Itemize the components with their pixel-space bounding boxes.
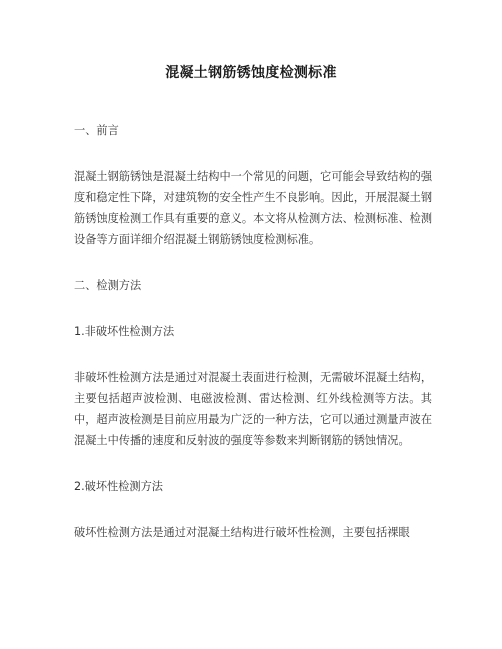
section-heading-preface: 一、前言 — [74, 124, 119, 137]
paragraph-preface: 混凝土钢筋锈蚀是混凝土结构中一个常见的问题，它可能会导致结构的强度和稳定性下降，对建筑物的安全性产生不良影响。因此，开展混凝土钢筋锈蚀度检测工作具有重要的意义。本文将从检测方法、检测标准、检测设备等方面详细介绍混凝土钢筋锈蚀度检测标准。 — [74, 170, 433, 246]
document-title: 混凝土钢筋锈蚀度检测标准 — [165, 65, 337, 81]
section-heading-methods: 二、检测方法 — [74, 279, 142, 292]
paragraph-non-destructive: 非破坏性检测方法是通过对混凝土表面进行检测，无需破坏混凝土结构，主要包括超声波检测、电磁波检测、雷达检测、红外线检测等方法。其中，超声波检测是目前应用最为广泛的一种方法，它可以通过测量声波在混凝土中传播的速度和反射波的强度等参数来判断钢筋的锈蚀情况。 — [74, 371, 433, 447]
paragraph-destructive: 破坏性检测方法是通过对混凝土结构进行破坏性检测，主要包括裸眼 — [74, 526, 410, 539]
document-body — [74, 120, 432, 568]
subsection-heading-destructive: 2.破坏性检测方法 — [74, 480, 163, 493]
subsection-heading-non-destructive: 1.非破坏性检测方法 — [74, 325, 175, 338]
